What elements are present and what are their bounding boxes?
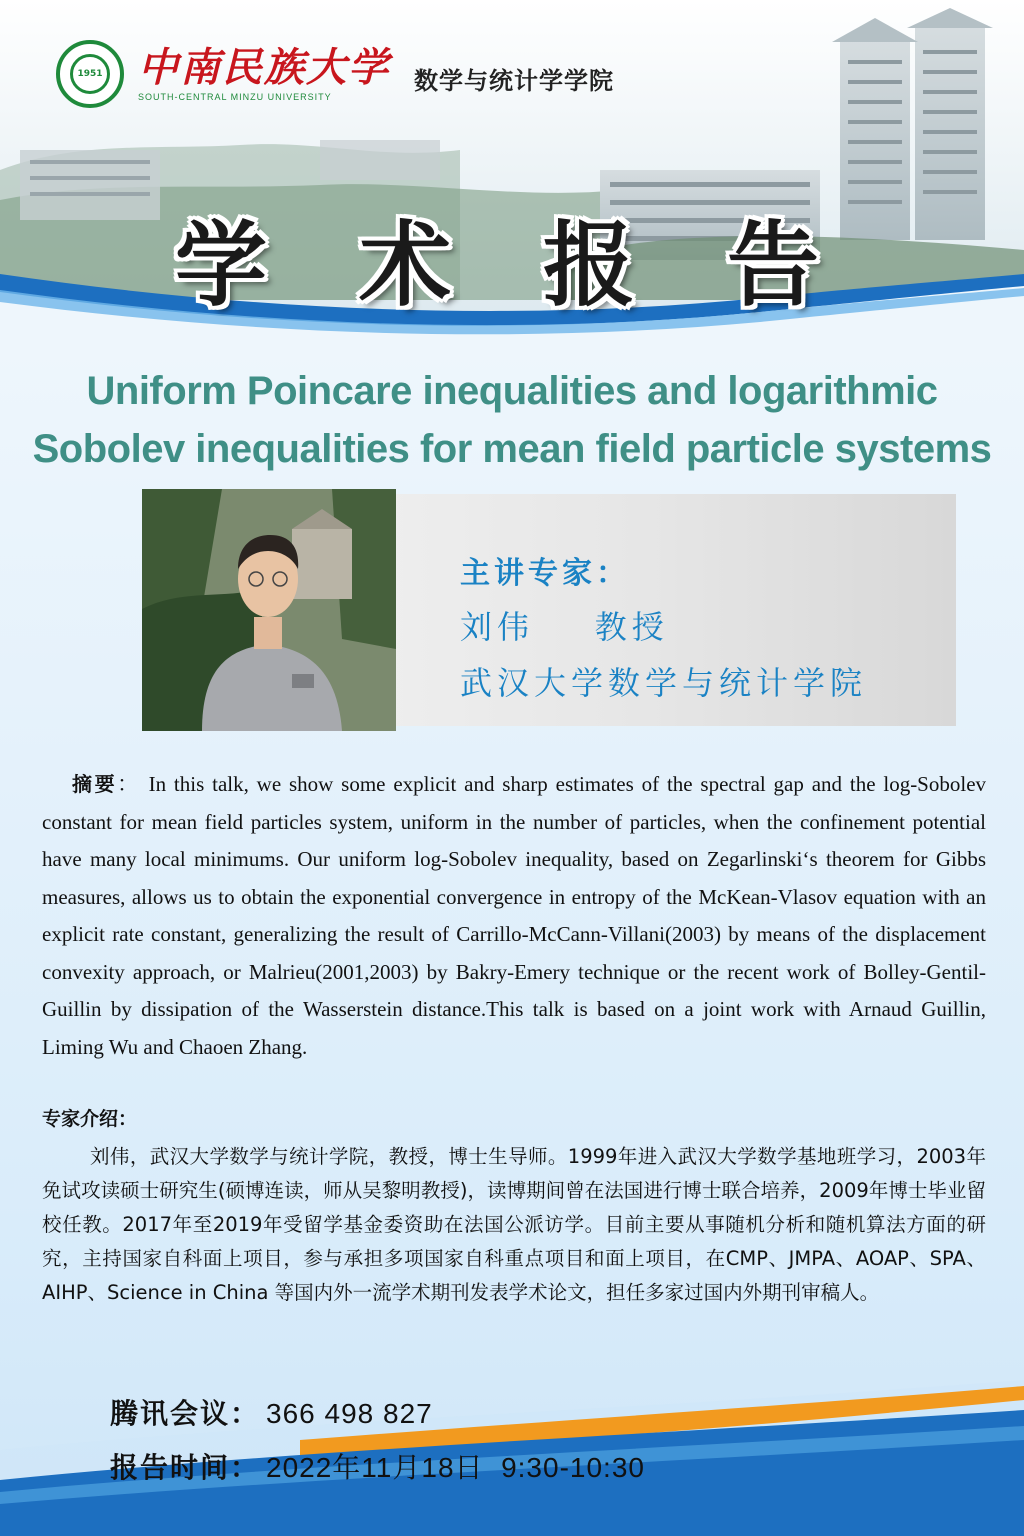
speaker-portrait-icon <box>142 489 396 731</box>
speaker-label: 主讲专家： <box>460 556 630 591</box>
university-logo-row <box>56 40 614 108</box>
university-name-block <box>138 46 390 102</box>
college-name: 数学与统计学学院 <box>414 66 614 95</box>
meeting-id[interactable]: 366 498 827 <box>266 1398 433 1429</box>
abstract-label: 摘要 <box>72 772 118 796</box>
university-name-cn: 中南民族大学 <box>138 44 390 91</box>
university-emblem-icon <box>56 40 124 108</box>
poster-title: 学 术 报 告 <box>174 212 850 319</box>
meeting-label: 腾讯会议： <box>110 1397 261 1430</box>
talk-title-line-1: Uniform Poincare inequalities and logarithmic <box>86 369 938 413</box>
abstract-separator: ： <box>117 772 141 796</box>
time-row <box>110 1446 645 1486</box>
talk-title-line-2: Sobolev inequalities for mean field particle systems <box>32 427 992 471</box>
meeting-row <box>110 1392 433 1432</box>
bio-label: 专家介绍： <box>42 1108 138 1130</box>
talk-title <box>10 362 1014 478</box>
emblem-year: 1951 <box>70 54 110 94</box>
speaker-info <box>460 548 867 704</box>
speaker-photo <box>142 489 396 731</box>
speaker-name-title: 刘伟 教授 <box>460 608 669 646</box>
abstract-text: In this talk, we show some explicit and sharp estimates of the spectral gap and the log-Sobolev constant for mean field particles system, uniform in the number of particles, when the confinement potential have many local minimums. Our uniform log-Sobolev inequality, based on Zegarlinski‘s theorem for Gibbs measures, allows us to obtain the exponential convergence in entropy of the McKean-Vlasov equation with an explicit rate constant, generalizing the result of Carrillo-McCann-Villani(2003) by means of the displacement convexity approach, or Malrieu(2001,2003) by Bakry-Emery technique or the recent work of Bolley-Gentil-Guillin by dissipation of the Wasserstein distance.This talk is based on a joint work with Arnaud Guillin, Liming Wu and Chaoen Zhang. <box>42 772 987 1059</box>
time-label: 报告时间： <box>110 1451 261 1484</box>
speaker-affiliation: 武汉大学数学与统计学院 <box>460 664 868 702</box>
university-name-en: SOUTH-CENTRAL MINZU UNIVERSITY <box>138 92 332 102</box>
bio-text: 刘伟，武汉大学数学与统计学院，教授，博士生导师。1999年进入武汉大学数学基地班学习，2003年免试攻读硕士研究生(硕博连读，师从吴黎明教授)，读博期间曾在法国进行博士联合培养，2009年博士毕业留校任教。2017年至2019年受留学基金委资助在法国公派访学。目前主要从事随机分析和随机算法方面的研究，主持国家自科面上项目，参与承担多项国家自科重点项目和面上项目，在CMP、JMPA、AOAP、SPA、AIHP、Science in China 等国内外一流学术期刊发表学术论文，担任多家过国内外期刊审稿人。 <box>42 1145 986 1304</box>
time-value: 2022年11月18日 9:30-10:30 <box>266 1452 645 1483</box>
abstract <box>42 766 986 1066</box>
